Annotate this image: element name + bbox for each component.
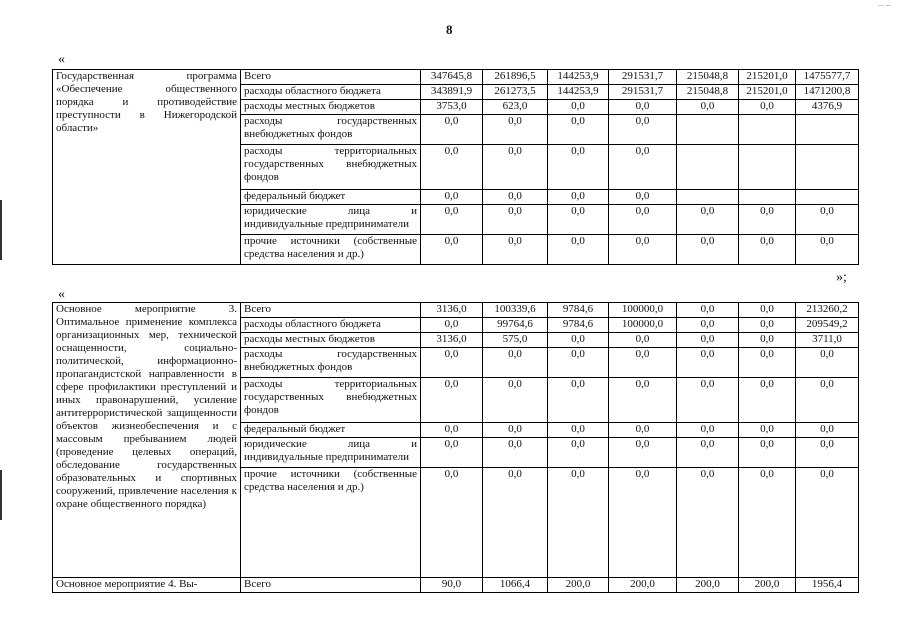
amount-cell: 0,0 xyxy=(609,348,677,378)
margin-mark xyxy=(0,470,2,520)
amount-cell: 1475577,7 xyxy=(796,70,859,85)
amount-cell: 0,0 xyxy=(796,423,859,438)
amount-cell: 343891,9 xyxy=(421,85,483,100)
amount-cell: 0,0 xyxy=(609,468,677,578)
amount-cell: 0,0 xyxy=(677,423,739,438)
amount-cell: 0,0 xyxy=(796,235,859,265)
amount-cell xyxy=(739,115,796,145)
amount-cell: 0,0 xyxy=(548,423,609,438)
amount-cell: 0,0 xyxy=(483,438,548,468)
amount-cell: 0,0 xyxy=(609,205,677,235)
funding-source-cell: Всего xyxy=(241,70,421,85)
amount-cell: 0,0 xyxy=(548,468,609,578)
amount-cell: 0,0 xyxy=(609,423,677,438)
amount-cell: 0,0 xyxy=(483,378,548,423)
opening-quote-2: « xyxy=(58,287,65,302)
amount-cell: 0,0 xyxy=(421,348,483,378)
amount-cell: 291531,7 xyxy=(609,85,677,100)
amount-cell: 3136,0 xyxy=(421,303,483,318)
amount-cell: 0,0 xyxy=(739,378,796,423)
amount-cell: 3711,0 xyxy=(796,333,859,348)
amount-cell: 144253,9 xyxy=(548,70,609,85)
amount-cell xyxy=(796,145,859,190)
amount-cell: 0,0 xyxy=(677,205,739,235)
amount-cell: 0,0 xyxy=(677,235,739,265)
amount-cell: 0,0 xyxy=(421,378,483,423)
amount-cell: 575,0 xyxy=(483,333,548,348)
amount-cell: 0,0 xyxy=(796,205,859,235)
amount-cell: 0,0 xyxy=(739,468,796,578)
amount-cell: 3136,0 xyxy=(421,333,483,348)
program-name-cell: Государственная программа «Обеспечение общественного порядка и противодействие преступности в Нижегородской области» xyxy=(53,70,241,265)
amount-cell: 100339,6 xyxy=(483,303,548,318)
amount-cell: 0,0 xyxy=(677,348,739,378)
amount-cell: 0,0 xyxy=(483,205,548,235)
amount-cell: 0,0 xyxy=(483,423,548,438)
funding-source-cell: расходы территориальных государственных внебюджетных фондов xyxy=(241,378,421,423)
amount-cell: 0,0 xyxy=(548,145,609,190)
amount-cell: 0,0 xyxy=(739,333,796,348)
amount-cell: 200,0 xyxy=(548,578,609,593)
amount-cell: 0,0 xyxy=(609,235,677,265)
closing-quote: »; xyxy=(836,270,847,285)
amount-cell: 0,0 xyxy=(739,100,796,115)
table-row xyxy=(53,578,859,593)
amount-cell: 0,0 xyxy=(421,190,483,205)
amount-cell: 4376,9 xyxy=(796,100,859,115)
amount-cell: 0,0 xyxy=(677,378,739,423)
funding-source-cell: расходы территориальных государственных внебюджетных фондов xyxy=(241,145,421,190)
amount-cell: 0,0 xyxy=(548,348,609,378)
amount-cell: 0,0 xyxy=(421,235,483,265)
amount-cell: 0,0 xyxy=(421,468,483,578)
amount-cell: 0,0 xyxy=(421,438,483,468)
amount-cell: 0,0 xyxy=(739,318,796,333)
amount-cell: 0,0 xyxy=(548,235,609,265)
funding-source-cell: расходы государственных внебюджетных фондов xyxy=(241,348,421,378)
amount-cell: 0,0 xyxy=(483,115,548,145)
amount-cell: 144253,9 xyxy=(548,85,609,100)
funding-source-cell: федеральный бюджет xyxy=(241,423,421,438)
amount-cell: 100000,0 xyxy=(609,303,677,318)
amount-cell: 0,0 xyxy=(739,348,796,378)
table-row xyxy=(53,303,859,318)
amount-cell: 200,0 xyxy=(739,578,796,593)
amount-cell: 215048,8 xyxy=(677,70,739,85)
funding-source-cell: расходы областного бюджета xyxy=(241,85,421,100)
amount-cell: 0,0 xyxy=(483,145,548,190)
amount-cell: 200,0 xyxy=(609,578,677,593)
amount-cell: 0,0 xyxy=(739,303,796,318)
corner-mark: _ _ xyxy=(878,0,891,7)
amount-cell xyxy=(677,190,739,205)
amount-cell xyxy=(739,145,796,190)
amount-cell: 0,0 xyxy=(796,348,859,378)
funding-source-cell: юридические лица и индивидуальные предприниматели xyxy=(241,205,421,235)
amount-cell: 0,0 xyxy=(548,100,609,115)
amount-cell: 347645,8 xyxy=(421,70,483,85)
amount-cell: 0,0 xyxy=(677,303,739,318)
amount-cell: 1066,4 xyxy=(483,578,548,593)
amount-cell: 90,0 xyxy=(421,578,483,593)
amount-cell: 3753,0 xyxy=(421,100,483,115)
amount-cell: 0,0 xyxy=(483,348,548,378)
amount-cell: 0,0 xyxy=(609,100,677,115)
amount-cell: 215201,0 xyxy=(739,70,796,85)
page-number: 8 xyxy=(446,22,453,37)
amount-cell: 200,0 xyxy=(677,578,739,593)
amount-cell: 215201,0 xyxy=(739,85,796,100)
amount-cell: 0,0 xyxy=(677,333,739,348)
amount-cell: 261273,5 xyxy=(483,85,548,100)
amount-cell: 0,0 xyxy=(548,205,609,235)
amount-cell: 0,0 xyxy=(677,100,739,115)
amount-cell: 0,0 xyxy=(609,333,677,348)
amount-cell: 0,0 xyxy=(796,438,859,468)
amount-cell: 209549,2 xyxy=(796,318,859,333)
amount-cell: 1471200,8 xyxy=(796,85,859,100)
funding-source-cell: прочие источники (собственные средства населения и др.) xyxy=(241,235,421,265)
funding-source-cell: Всего xyxy=(241,578,421,593)
amount-cell: 0,0 xyxy=(421,318,483,333)
funding-source-cell: расходы местных бюджетов xyxy=(241,100,421,115)
amount-cell xyxy=(796,190,859,205)
amount-cell: 99764,6 xyxy=(483,318,548,333)
margin-mark xyxy=(0,200,2,260)
amount-cell: 0,0 xyxy=(609,190,677,205)
amount-cell: 0,0 xyxy=(677,468,739,578)
amount-cell: 0,0 xyxy=(739,423,796,438)
amount-cell: 0,0 xyxy=(609,115,677,145)
amount-cell: 0,0 xyxy=(421,145,483,190)
amount-cell: 291531,7 xyxy=(609,70,677,85)
amount-cell: 0,0 xyxy=(421,205,483,235)
amount-cell: 0,0 xyxy=(548,438,609,468)
amount-cell: 0,0 xyxy=(548,333,609,348)
funding-source-cell: расходы местных бюджетов xyxy=(241,333,421,348)
amount-cell: 9784,6 xyxy=(548,318,609,333)
amount-cell: 1956,4 xyxy=(796,578,859,593)
amount-cell: 0,0 xyxy=(609,145,677,190)
amount-cell xyxy=(739,190,796,205)
funding-source-cell: расходы областного бюджета xyxy=(241,318,421,333)
program-name-cell: Основное мероприятие 3. Оптимальное применение комплекса организационных мер, технической оснащенности, социально-политической, информационно-пропагандистской направленности в сфере профилактики преступлений и иных правонарушений, усиление антитеррористической защищенности объектов жизнеобеспечения и с массовым пребыванием людей (проведение целевых операций, обследование государственных образовательных и спортивных сооружений, привлечение населения к охране общественного порядка) xyxy=(53,303,241,578)
amount-cell xyxy=(796,115,859,145)
amount-cell: 0,0 xyxy=(548,190,609,205)
amount-cell: 0,0 xyxy=(796,468,859,578)
funding-source-cell: расходы государственных внебюджетных фондов xyxy=(241,115,421,145)
amount-cell: 9784,6 xyxy=(548,303,609,318)
amount-cell: 0,0 xyxy=(483,468,548,578)
funding-source-cell: федеральный бюджет xyxy=(241,190,421,205)
program-table xyxy=(52,69,859,265)
amount-cell: 0,0 xyxy=(421,423,483,438)
amount-cell: 623,0 xyxy=(483,100,548,115)
amount-cell: 0,0 xyxy=(677,438,739,468)
program-name-cell: Основное мероприятие 4. Вы- xyxy=(53,578,241,593)
amount-cell: 100000,0 xyxy=(609,318,677,333)
opening-quote: « xyxy=(58,52,65,67)
amount-cell: 0,0 xyxy=(796,378,859,423)
amount-cell: 0,0 xyxy=(739,438,796,468)
amount-cell: 0,0 xyxy=(609,438,677,468)
amount-cell: 0,0 xyxy=(739,205,796,235)
amount-cell: 0,0 xyxy=(421,115,483,145)
amount-cell: 0,0 xyxy=(548,115,609,145)
amount-cell xyxy=(677,145,739,190)
amount-cell: 261896,5 xyxy=(483,70,548,85)
amount-cell: 0,0 xyxy=(677,318,739,333)
amount-cell: 0,0 xyxy=(548,378,609,423)
funding-source-cell: Всего xyxy=(241,303,421,318)
funding-source-cell: юридические лица и индивидуальные предприниматели xyxy=(241,438,421,468)
amount-cell: 213260,2 xyxy=(796,303,859,318)
amount-cell: 0,0 xyxy=(483,190,548,205)
amount-cell: 0,0 xyxy=(739,235,796,265)
amount-cell: 215048,8 xyxy=(677,85,739,100)
amount-cell xyxy=(677,115,739,145)
funding-source-cell: прочие источники (собственные средства населения и др.) xyxy=(241,468,421,578)
activity-table xyxy=(52,302,859,593)
table-row xyxy=(53,70,859,85)
amount-cell: 0,0 xyxy=(609,378,677,423)
amount-cell: 0,0 xyxy=(483,235,548,265)
